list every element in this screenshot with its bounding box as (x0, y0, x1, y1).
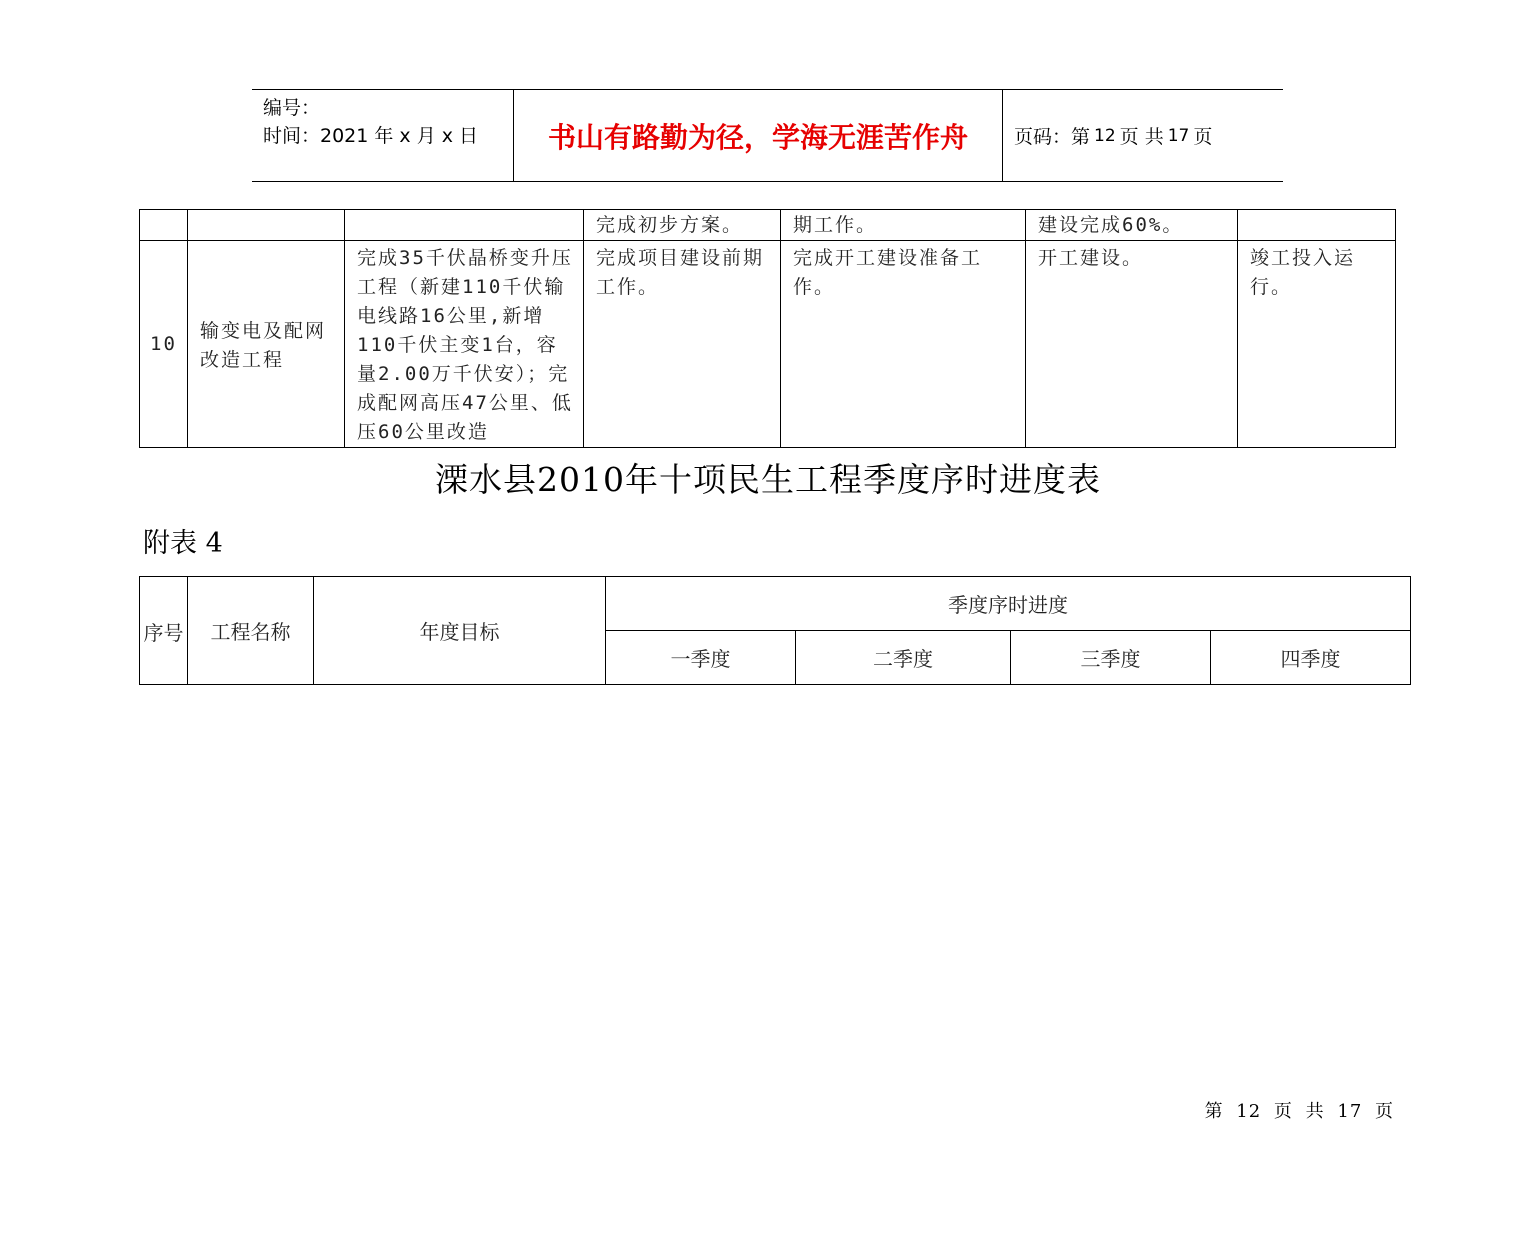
header-seq: 序号 (140, 577, 188, 685)
page-header (252, 89, 1283, 182)
header-q4: 四季度 (1211, 631, 1411, 685)
page-total: 17 (1167, 125, 1190, 146)
cell-q3: 开工建设。 (1026, 241, 1238, 448)
document-title: 溧水县2010年十项民生工程季度序时进度表 (435, 460, 1101, 499)
page-current: 12 (1094, 125, 1116, 146)
header-meta (252, 90, 514, 181)
cell-goal: 完成35千伏晶桥变升压工程（新建110千伏输电线路16公里,新增110千伏主变1台，容量2.00万千伏安）；完成配网高压47公里、低压60公里改造 (345, 241, 584, 448)
header-project-name: 工程名称 (188, 577, 314, 685)
quarterly-schedule-table (139, 576, 1411, 685)
header-quarterly-progress: 季度序时进度 (606, 577, 1411, 631)
page-prefix: 页码：第 (1014, 126, 1091, 148)
cell-q2: 期工作。 (781, 210, 1026, 241)
page-footer: 第 12 页 共 17 页 (1204, 1101, 1394, 1122)
header-q2: 二季度 (796, 631, 1011, 685)
table-row (140, 210, 1396, 241)
document-number-label: 编号： (263, 97, 321, 119)
page-suffix: 页 (1193, 126, 1213, 148)
header-q1: 一季度 (606, 631, 796, 685)
cell-num (140, 210, 188, 241)
cell-name: 输变电及配网改造工程 (188, 241, 345, 448)
cell-q2: 完成开工建设准备工作。 (781, 241, 1026, 448)
cell-q3: 建设完成60%。 (1026, 210, 1238, 241)
cell-q4: 竣工投入运行。 (1238, 241, 1396, 448)
cell-name (188, 210, 345, 241)
prev-progress-table (139, 209, 1396, 448)
cell-num: 10 (140, 241, 188, 448)
cell-q1: 完成初步方案。 (584, 210, 781, 241)
header-motto: 书山有路勤为径，学海无涯苦作舟 (514, 90, 1003, 181)
header-q3: 三季度 (1011, 631, 1211, 685)
page-mid: 页 共 (1119, 126, 1164, 148)
header-annual-goal: 年度目标 (314, 577, 606, 685)
appendix-label: 附表 4 (143, 528, 223, 559)
cell-q4 (1238, 210, 1396, 241)
header-page-indicator (1003, 90, 1283, 181)
cell-goal (345, 210, 584, 241)
cell-q1: 完成项目建设前期工作。 (584, 241, 781, 448)
document-time-label: 时间：2021 年 x 月 x 日 (263, 125, 479, 147)
table-header-row (140, 577, 1411, 631)
table-row (140, 241, 1396, 448)
